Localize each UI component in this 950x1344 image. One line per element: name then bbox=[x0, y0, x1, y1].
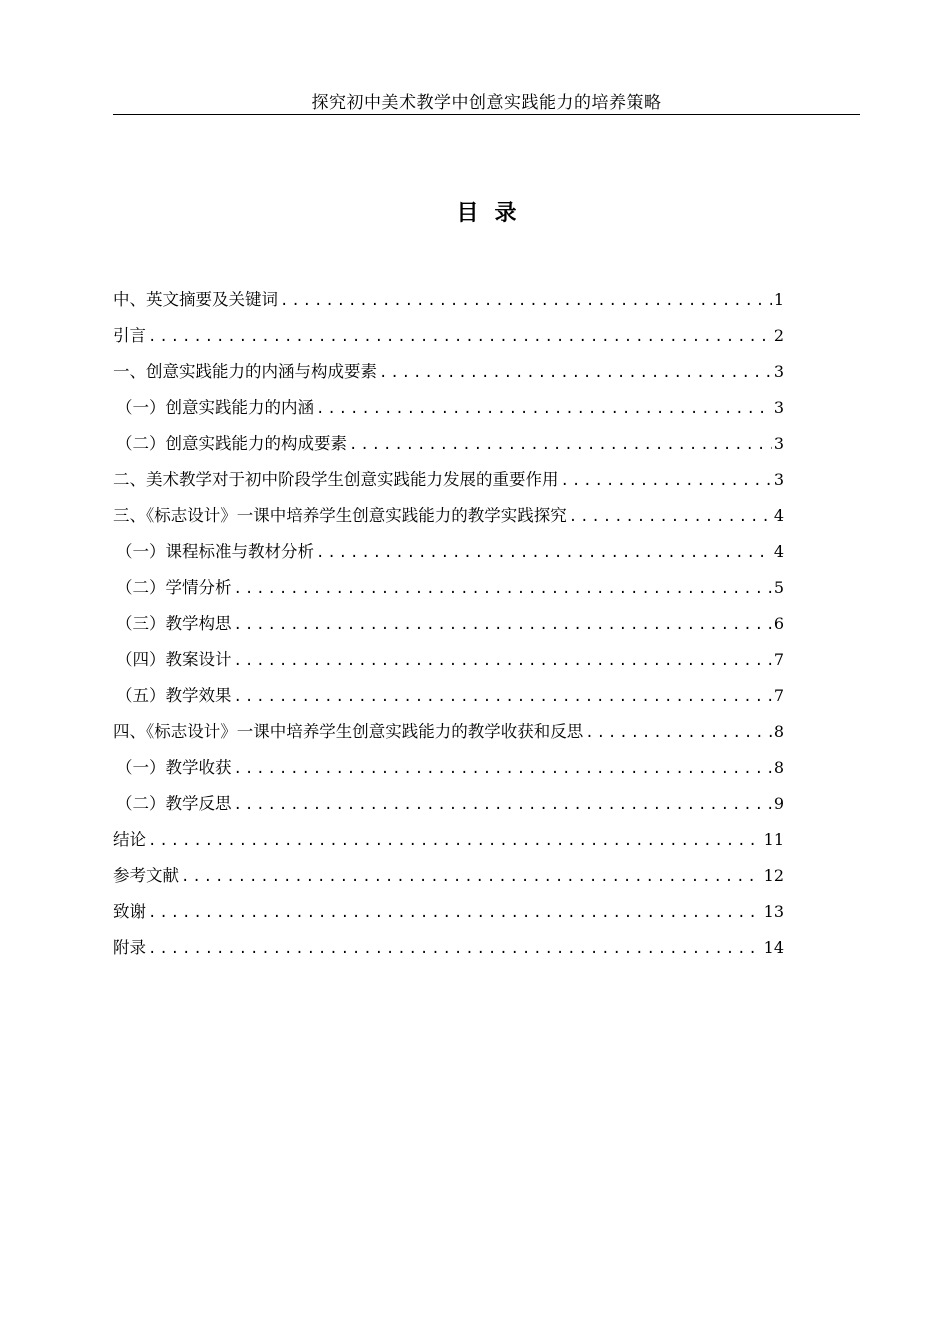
toc-entry-label: （二）教学反思 bbox=[116, 794, 232, 813]
toc-dot-leader bbox=[234, 573, 772, 605]
toc-entry-label: （一）课程标准与教材分析 bbox=[116, 542, 314, 561]
toc-entry-label: 四、《标志设计》一课中培养学生创意实践能力的教学收获和反思 bbox=[113, 722, 584, 741]
toc-entry-label: 附录 bbox=[113, 938, 146, 957]
toc-entry[interactable] bbox=[113, 572, 784, 608]
toc-dot-leader bbox=[234, 681, 772, 713]
toc-entry[interactable] bbox=[113, 428, 784, 464]
toc-entry-label: 一、创意实践能力的内涵与构成要素 bbox=[113, 362, 377, 381]
toc-entry-page: 1 bbox=[773, 290, 784, 309]
toc-entry[interactable] bbox=[113, 752, 784, 788]
toc-entry[interactable] bbox=[113, 896, 784, 932]
toc-entry-page: 12 bbox=[763, 866, 784, 885]
toc-dot-leader bbox=[148, 897, 762, 929]
toc-dot-leader bbox=[148, 321, 772, 353]
toc-entry-page: 8 bbox=[773, 758, 784, 777]
header-divider bbox=[113, 114, 860, 115]
toc-entry-label: （二）创意实践能力的构成要素 bbox=[116, 434, 347, 453]
toc-dot-leader bbox=[585, 717, 772, 749]
toc-entry-page: 3 bbox=[773, 434, 784, 453]
toc-dot-leader bbox=[379, 357, 772, 389]
toc-entry[interactable] bbox=[113, 680, 784, 716]
toc-entry-page: 4 bbox=[773, 506, 784, 525]
toc-entry-page: 14 bbox=[763, 938, 784, 957]
toc-dot-leader bbox=[569, 501, 772, 533]
toc-entry[interactable] bbox=[113, 716, 784, 752]
toc-dot-leader bbox=[148, 933, 762, 965]
toc-entry-page: 7 bbox=[773, 686, 784, 705]
toc-dot-leader bbox=[148, 825, 762, 857]
toc-entry-label: （二）学情分析 bbox=[116, 578, 232, 597]
toc-entry-label: （一）创意实践能力的内涵 bbox=[116, 398, 314, 417]
toc-entry-label: 参考文献 bbox=[113, 866, 179, 885]
toc-entry-label: 二、美术教学对于初中阶段学生创意实践能力发展的重要作用 bbox=[113, 470, 559, 489]
toc-dot-leader bbox=[316, 393, 772, 425]
toc-entry-label: 致谢 bbox=[113, 902, 146, 921]
toc-entry[interactable] bbox=[113, 824, 784, 860]
toc-entry[interactable] bbox=[113, 788, 784, 824]
toc-entry-page: 6 bbox=[773, 614, 784, 633]
toc-dot-leader bbox=[349, 429, 772, 461]
toc-entry-label: （一）教学收获 bbox=[116, 758, 232, 777]
toc-title: 目录 bbox=[456, 200, 533, 226]
toc-dot-leader bbox=[234, 789, 772, 821]
toc-entry[interactable] bbox=[113, 536, 784, 572]
toc-entry-label: （五）教学效果 bbox=[116, 686, 232, 705]
toc-entry[interactable] bbox=[113, 860, 784, 896]
toc-entry[interactable] bbox=[113, 392, 784, 428]
toc-entry[interactable] bbox=[113, 356, 784, 392]
running-header-title: 探究初中美术教学中创意实践能力的培养策略 bbox=[311, 93, 662, 113]
toc-dot-leader bbox=[280, 285, 772, 317]
toc-entry-page: 8 bbox=[773, 722, 784, 741]
toc-entry-label: （四）教案设计 bbox=[116, 650, 232, 669]
toc-entry-label: （三）教学构思 bbox=[116, 614, 232, 633]
toc-dot-leader bbox=[561, 465, 772, 497]
toc-entry[interactable] bbox=[113, 320, 784, 356]
toc-entry-label: 引言 bbox=[113, 326, 146, 345]
toc-entry-page: 9 bbox=[773, 794, 784, 813]
toc-dot-leader bbox=[234, 753, 772, 785]
toc-entry-page: 3 bbox=[773, 398, 784, 417]
toc-entry-page: 5 bbox=[773, 578, 784, 597]
toc-entry-page: 3 bbox=[773, 470, 784, 489]
toc-entry-page: 2 bbox=[773, 326, 784, 345]
toc-entry[interactable] bbox=[113, 500, 784, 536]
table-of-contents bbox=[113, 284, 784, 968]
toc-entry-page: 7 bbox=[773, 650, 784, 669]
toc-entry[interactable] bbox=[113, 608, 784, 644]
toc-entry[interactable] bbox=[113, 644, 784, 680]
toc-entry-page: 3 bbox=[773, 362, 784, 381]
toc-entry[interactable] bbox=[113, 464, 784, 500]
toc-dot-leader bbox=[234, 609, 772, 641]
toc-dot-leader bbox=[234, 645, 772, 677]
toc-entry-label: 三、《标志设计》一课中培养学生创意实践能力的教学实践探究 bbox=[113, 506, 567, 525]
toc-entry-page: 13 bbox=[763, 902, 784, 921]
toc-entry-label: 中、英文摘要及关键词 bbox=[113, 290, 278, 309]
toc-entry[interactable] bbox=[113, 284, 784, 320]
toc-entry-page: 11 bbox=[763, 830, 784, 849]
toc-dot-leader bbox=[316, 537, 772, 569]
toc-entry-label: 结论 bbox=[113, 830, 146, 849]
toc-dot-leader bbox=[181, 861, 762, 893]
toc-entry[interactable] bbox=[113, 932, 784, 968]
toc-entry-page: 4 bbox=[773, 542, 784, 561]
